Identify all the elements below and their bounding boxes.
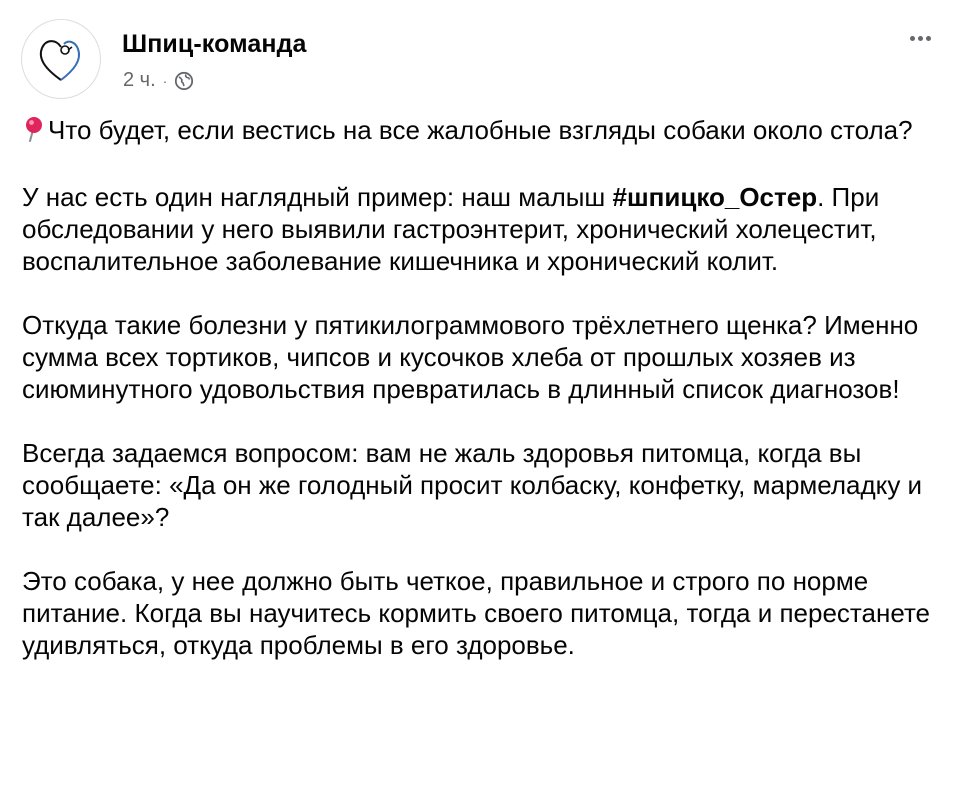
paragraph-4: Всегда задаемся вопросом: вам не жаль здоровья питомца, когда вы сообщаете: «Да он же голодный просит колбаску, конфетку, мармеладку и так далее»? [22, 438, 923, 532]
paragraph-2 [22, 181, 947, 277]
paragraph-1 [22, 114, 947, 149]
paragraph-2-text-end: . При обследовании у него выявили гастроэнтерит, хронический холецестит, воспалительное заболевание кишечника и хронический колит. [22, 182, 880, 276]
post-meta [123, 69, 194, 92]
paragraph-1-text: Что будет, если вестись на все жалобные взгляды собаки около стола? [48, 115, 913, 145]
paragraph-3: Откуда такие болезни у пятикилограммового трёхлетнего щенка? Именно сумма всех тортиков, чипсов и кусочков хлеба от прошлых хозяев из сиюминутного удовольствия превратилась в длинный список диагнозов! [22, 310, 919, 404]
heart-logo-icon [32, 30, 90, 88]
round-pushpin-icon [22, 116, 44, 149]
post-text [22, 114, 947, 661]
avatar[interactable] [22, 20, 100, 98]
globe-icon[interactable] [174, 71, 194, 91]
more-options-icon[interactable] [902, 26, 938, 50]
paragraph-5: Это собака, у нее должно быть четкое, правильное и строго по норме питание. Когда вы научитесь кормить своего питомца, тогда и перестанете удивляться, откуда проблемы в его здоровье. [22, 566, 931, 660]
hashtag-link[interactable]: #шпицко_Остер [612, 182, 818, 212]
page-name-link[interactable]: Шпиц-команда [122, 30, 307, 58]
post-time-link[interactable]: 2 ч. [123, 69, 156, 91]
meta-separator: · [162, 72, 168, 89]
paragraph-2-text-start: У нас есть один наглядный пример: наш малыш [22, 182, 613, 212]
post-header [22, 18, 938, 102]
